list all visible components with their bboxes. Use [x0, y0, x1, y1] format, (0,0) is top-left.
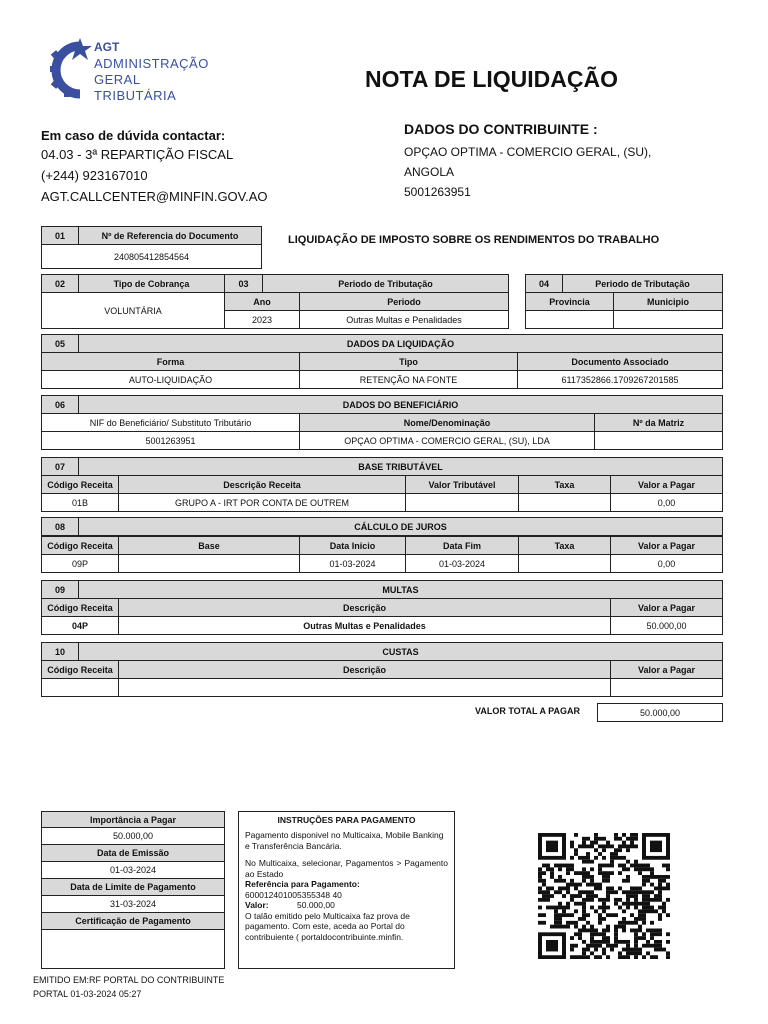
instructions-valor: 50.000,00	[297, 900, 335, 910]
s04-col-municipio: Municipio	[613, 292, 723, 311]
s10-label: CUSTAS	[78, 642, 723, 661]
s09-col-valor: Valor a Pagar	[610, 598, 723, 617]
total-label: VALOR TOTAL A PAGAR	[475, 706, 580, 716]
s01-label: Nº de Referencia do Documento	[78, 226, 262, 245]
qr-finder-square	[650, 841, 662, 852]
s04-col-provincia: Provincia	[525, 292, 614, 311]
emissao-label: Data de Emissão	[41, 844, 225, 862]
logo-line3: TRIBUTÁRIA	[94, 88, 177, 103]
s03-col-ano: Ano	[224, 292, 300, 311]
total-value: 50.000,00	[597, 703, 723, 722]
s06-nif-value: 5001263951	[41, 431, 300, 450]
s08-col-base: Base	[118, 536, 300, 555]
taxpayer-line1: OPÇAO OPTIMA - COMERCIO GERAL, (SU),	[404, 145, 652, 159]
s06-col-matriz: Nº da Matriz	[594, 413, 723, 432]
qr-code	[538, 833, 670, 959]
s03-ano-value: 2023	[224, 310, 300, 329]
s07-valor-trib-value	[405, 493, 519, 512]
s05-number: 05	[41, 334, 79, 353]
s06-number: 06	[41, 395, 79, 414]
contact-line3: AGT.CALLCENTER@MINFIN.GOV.AO	[41, 189, 268, 204]
s03-periodo-value: Outras Multas e Penalidades	[299, 310, 509, 329]
importancia-label: Importância a Pagar	[41, 811, 225, 828]
s05-tipo-value: RETENÇÃO NA FONTE	[299, 370, 518, 389]
s01-reference-value: 240805412854564	[41, 244, 262, 269]
s10-col-codigo: Código Receita	[41, 660, 119, 679]
s09-desc-value: Outras Multas e Penalidades	[118, 616, 611, 635]
s04-provincia-value	[525, 310, 614, 329]
s07-col-taxa: Taxa	[518, 475, 611, 494]
instructions-box	[238, 811, 455, 969]
s03-number: 03	[224, 274, 263, 293]
s06-label: DADOS DO BENEFICIÁRIO	[78, 395, 723, 414]
footer-line1: EMITIDO EM:RF PORTAL DO CONTRIBUINTE	[33, 975, 225, 985]
s02-label: Tipo de Cobrança	[78, 274, 225, 293]
instructions-ref-label: Referência para Pagamento:	[245, 879, 360, 889]
instructions-p2: No Multicaixa, selecionar, Pagamentos > Pagamento ao Estado	[245, 858, 448, 879]
s04-municipio-value	[613, 310, 723, 329]
s07-valor-value: 0,00	[610, 493, 723, 512]
cert-label: Certificação de Pagamento	[41, 912, 225, 930]
instructions-title: INSTRUÇÕES PARA PAGAMENTO	[277, 815, 416, 825]
document-title: NOTA DE LIQUIDAÇÃO	[365, 66, 618, 92]
taxpayer-title: DADOS DO CONTRIBUINTE :	[404, 121, 598, 137]
agt-logo	[50, 36, 220, 108]
contact-line2: (+244) 923167010	[41, 168, 148, 183]
s08-col-valor: Valor a Pagar	[610, 536, 723, 555]
s09-valor-value: 50.000,00	[610, 616, 723, 635]
s09-col-desc: Descrição	[118, 598, 611, 617]
s10-desc-value	[118, 678, 611, 697]
instructions-p3: O talão emitido pelo Multicaixa faz prova de pagamento. Com este, aceda ao Portal do contribuiente ( portaldocontribuinte.minfin.	[245, 910, 410, 942]
s05-col-doc: Documento Associado	[517, 352, 723, 371]
instructions-p1: Pagamento disponivel no Multicaixa, Mobile Banking e Transferência Bancária.	[245, 830, 444, 851]
s07-label: BASE TRIBUTÁVEL	[78, 457, 723, 476]
contact-title: Em caso de dúvida contactar:	[41, 128, 226, 143]
s10-codigo-value	[41, 678, 119, 697]
s09-label: MULTAS	[78, 580, 723, 599]
s08-label: CÁLCULO DE JUROS	[78, 517, 723, 536]
s06-col-nome: Nome/Denominação	[299, 413, 595, 432]
s09-number: 09	[41, 580, 79, 599]
s10-col-valor: Valor a Pagar	[610, 660, 723, 679]
s05-col-tipo: Tipo	[299, 352, 518, 371]
s02-value: VOLUNTÁRIA	[41, 292, 225, 329]
cert-value	[41, 929, 225, 969]
qr-finder-square	[546, 940, 558, 951]
s07-taxa-value	[518, 493, 611, 512]
taxpayer-line2: ANGOLA	[404, 165, 455, 179]
s09-col-codigo: Código Receita	[41, 598, 119, 617]
main-title: LIQUIDAÇÃO DE IMPOSTO SOBRE OS RENDIMENTOS DO TRABALHO	[288, 234, 660, 246]
s07-col-valor-trib: Valor Tributável	[405, 475, 519, 494]
instructions-ref: 600012401005355348 40	[245, 889, 342, 900]
s06-nome-value: OPÇAO OPTIMA - COMERCIO GERAL, (SU), LDA	[299, 431, 595, 450]
limite-value: 31-03-2024	[41, 895, 225, 913]
s08-number: 08	[41, 517, 79, 536]
s06-col-nif: NIF do Beneficiário/ Substituto Tributário	[41, 413, 300, 432]
s10-valor-value	[610, 678, 723, 697]
gear-logo-icon	[50, 38, 94, 100]
s07-desc-value: GRUPO A - IRT POR CONTA DE OUTREM	[118, 493, 406, 512]
s07-number: 07	[41, 457, 79, 476]
emissao-value: 01-03-2024	[41, 861, 225, 879]
s08-col-codigo: Código Receita	[41, 536, 119, 555]
s03-col-periodo: Periodo	[299, 292, 509, 311]
logo-line1: ADMINISTRAÇÃO	[94, 56, 209, 71]
logo-line2: GERAL	[94, 72, 141, 87]
s05-col-forma: Forma	[41, 352, 300, 371]
importancia-value: 50.000,00	[41, 827, 225, 845]
s07-col-codigo: Código Receita	[41, 475, 119, 494]
s08-col-fim: Data Fim	[405, 536, 519, 555]
s01-number: 01	[41, 226, 79, 245]
logo-abbr: AGT	[94, 40, 120, 54]
s08-taxa-value	[518, 554, 611, 573]
s07-col-desc: Descrição Receita	[118, 475, 406, 494]
s06-matriz-value	[594, 431, 723, 450]
s10-number: 10	[41, 642, 79, 661]
instructions-valor-label: Valor:	[245, 900, 269, 910]
s08-codigo-value: 09P	[41, 554, 119, 573]
s04-label: Periodo de Tributação	[562, 274, 723, 293]
s08-base-value	[118, 554, 300, 573]
s08-inicio-value: 01-03-2024	[299, 554, 406, 573]
s05-forma-value: AUTO-LIQUIDAÇÃO	[41, 370, 300, 389]
s02-number: 02	[41, 274, 79, 293]
s07-col-valor: Valor a Pagar	[610, 475, 723, 494]
s04-number: 04	[525, 274, 563, 293]
s09-codigo-value: 04P	[41, 616, 119, 635]
limite-label: Data de Limite de Pagamento	[41, 878, 225, 896]
s08-valor-value: 0,00	[610, 554, 723, 573]
s07-codigo-value: 01B	[41, 493, 119, 512]
s03-label: Periodo de Tributação	[262, 274, 509, 293]
s08-col-taxa: Taxa	[518, 536, 611, 555]
s08-col-inicio: Data Inicio	[299, 536, 406, 555]
footer-line2: PORTAL 01-03-2024 05:27	[33, 989, 142, 999]
s08-fim-value: 01-03-2024	[405, 554, 519, 573]
qr-finder-square	[546, 841, 558, 852]
contact-line1: 04.03 - 3ª REPARTIÇÃO FISCAL	[41, 147, 234, 162]
s10-col-desc: Descrição	[118, 660, 611, 679]
taxpayer-line3: 5001263951	[404, 185, 471, 199]
s05-label: DADOS DA LIQUIDAÇÃO	[78, 334, 723, 353]
s05-doc-value: 6117352866.1709267201585	[517, 370, 723, 389]
